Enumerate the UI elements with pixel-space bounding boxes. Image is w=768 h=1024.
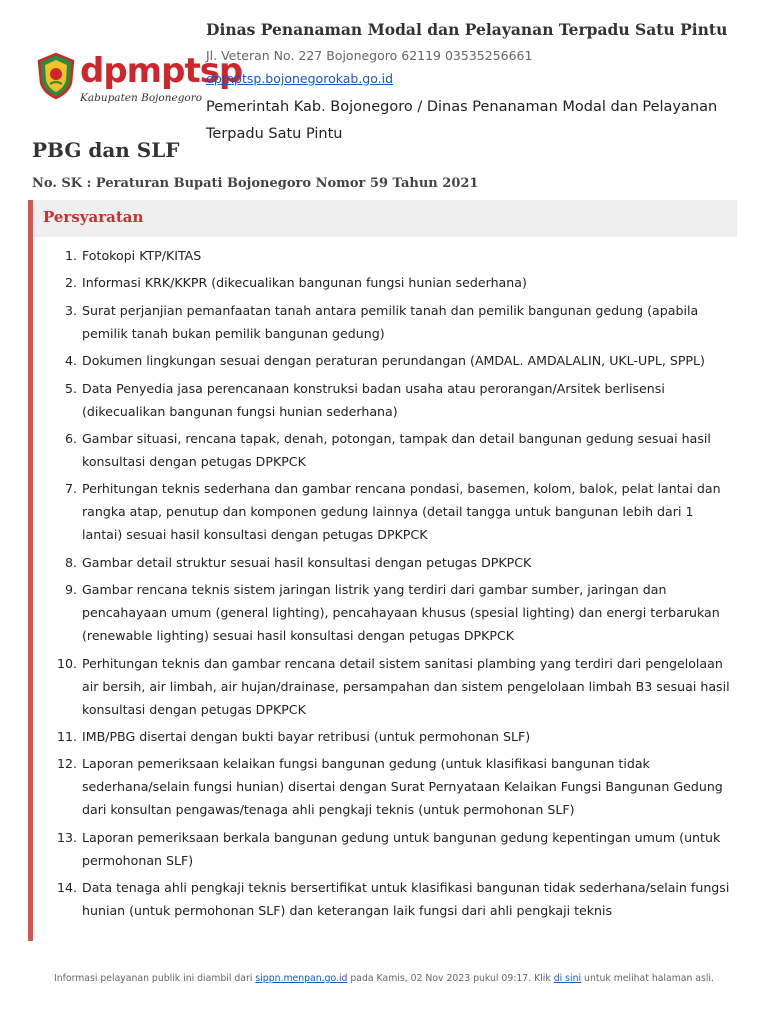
requirement-text: Fotokopi KTP/KITAS [82, 248, 202, 263]
page-title: PBG dan SLF [32, 138, 180, 162]
footer-prefix: Informasi pelayanan publik ini diambil dari [54, 973, 253, 984]
requirement-number: 13. [56, 829, 77, 845]
requirement-text: Laporan pemeriksaan kelaikan fungsi bangunan gedung (untuk klasifikasi bangunan tidak sederhana/selain fungsi hunian) disertai dengan Surat Pernyataan Kelaikan Fungsi Bangunan Gedung dari konsultan pengawas/tenaga ahli pengkaji teknis (untuk permohonan SLF) [82, 756, 723, 818]
requirement-number: 8. [64, 554, 77, 570]
requirement-number: 2. [64, 275, 77, 291]
requirement-text: Informasi KRK/KKPR (dikecualikan bangunan fungsi hunian sederhana) [82, 275, 527, 291]
requirement-item [33, 826, 737, 872]
requirement-number: 12. [56, 756, 77, 772]
requirement-item [33, 349, 737, 372]
requirement-number: 14. [56, 880, 77, 896]
page-footer [0, 973, 768, 984]
logo-region: Kabupaten Bojonegoro [80, 92, 203, 104]
requirement-item [33, 477, 737, 546]
requirement-number: 5. [64, 380, 77, 396]
decree-number: No. SK : Peraturan Bupati Bojonegoro Nomor 59 Tahun 2021 [32, 176, 479, 191]
requirement-item [33, 752, 737, 821]
requirement-item [33, 876, 737, 922]
requirement-number: 3. [64, 302, 77, 318]
requirement-number: 9. [64, 582, 77, 598]
requirement-number: 6. [64, 430, 77, 446]
requirement-text: Gambar rencana teknis sistem jaringan listrik yang terdiri dari gambar sumber, jaringan dan pencahayaan umum (general lighting), pencahayaan khusus (spesial lighting) dan energi terbarukan (renewable lighting) sesuai hasil konsultasi dengan petugas DPKPCK [82, 582, 720, 644]
requirement-item [33, 244, 737, 267]
requirement-text: Perhitungan teknis dan gambar rencana detail sistem sanitasi plambing yang terdiri dari pengelolaan air bersih, air limbah, air hujan/drainase, persampahan dan sistem pengelolaan limbah B3 sesuai hasil konsultasi dengan petugas DPKPCK [82, 655, 730, 717]
original-page-link[interactable]: di sini [553, 973, 582, 984]
footer-middle: pada Kamis, 02 Nov 2023 pukul 09:17. Klik [350, 973, 551, 984]
requirement-item [33, 427, 737, 473]
requirement-text: Laporan pemeriksaan berkala bangunan gedung untuk bangunan gedung kepentingan umum (untuk permohonan SLF) [82, 829, 721, 868]
dpmptsp-logo [36, 51, 243, 116]
bojonegoro-seal-icon [36, 52, 76, 100]
requirement-item [33, 271, 737, 294]
requirement-text: Gambar detail struktur sesuai hasil konsultasi dengan petugas DPKPCK [82, 554, 532, 570]
org-description: Pemerintah Kab. Bojonegoro / Dinas Penanaman Modal dan Pelayanan Terpadu Satu Pintu [206, 99, 718, 142]
footer-suffix: untuk melihat halaman asli. [584, 973, 714, 984]
org-website-link[interactable]: dpmptsp.bojonegorokab.go.id [206, 71, 394, 86]
requirements-heading: Persyaratan [43, 208, 144, 226]
source-link[interactable]: sippn.menpan.go.id [255, 973, 348, 984]
page-header [0, 0, 768, 140]
logo-text: dpmptsp [80, 51, 243, 91]
requirement-text: Dokumen lingkungan sesuai dengan peraturan perundangan (AMDAL. AMDALALIN, UKL-UPL, SPPL) [82, 353, 705, 369]
requirement-item [33, 578, 737, 647]
requirement-number: 10. [56, 655, 77, 671]
requirement-item [33, 551, 737, 574]
requirement-item [33, 725, 737, 748]
requirement-number: 7. [64, 481, 77, 497]
requirement-number: 11. [56, 728, 77, 744]
requirement-item [33, 652, 737, 721]
requirement-text: Surat perjanjian pemanfaatan tanah antara pemilik tanah dan pemilik bangunan gedung (apabila pemilik tanah bukan pemilik bangunan gedung) [82, 302, 699, 341]
requirements-header [33, 200, 737, 237]
requirement-number: 4. [64, 353, 77, 369]
requirement-text: Data Penyedia jasa perencanaan konstruksi badan usaha atau perorangan/Arsitek berlisensi (dikecualikan bangunan fungsi hunian sederhana) [82, 380, 665, 419]
org-address: Jl. Veteran No. 227 Bojonegoro 62119 03535256661 [206, 48, 533, 63]
org-name: Dinas Penanaman Modal dan Pelayanan Terpadu Satu Pintu [206, 20, 728, 39]
requirement-number: 1. [64, 248, 77, 263]
requirement-item [33, 377, 737, 423]
requirement-item [33, 299, 737, 345]
requirements-section [28, 200, 737, 941]
requirement-text: Gambar situasi, rencana tapak, denah, potongan, tampak dan detail bangunan gedung sesuai hasil konsultasi dengan petugas DPKPCK [82, 430, 711, 469]
requirement-text: Data tenaga ahli pengkaji teknis bersertifikat untuk klasifikasi bangunan tidak sederhana/selain fungsi hunian (untuk permohonan SLF) dan keterangan laik fungsi dari ahli pengkaji teknis [82, 880, 730, 919]
requirement-text: Perhitungan teknis sederhana dan gambar rencana pondasi, basemen, kolom, balok, pelat lantai dan rangka atap, penutup dan komponen gedung lainnya (detail tangga untuk bangunan lebih dari 1 lantai) sesuai hasil konsultasi dengan petugas DPKPCK [82, 481, 721, 543]
requirements-list [33, 244, 737, 926]
requirement-text: IMB/PBG disertai dengan bukti bayar retribusi (untuk permohonan SLF) [82, 728, 531, 744]
